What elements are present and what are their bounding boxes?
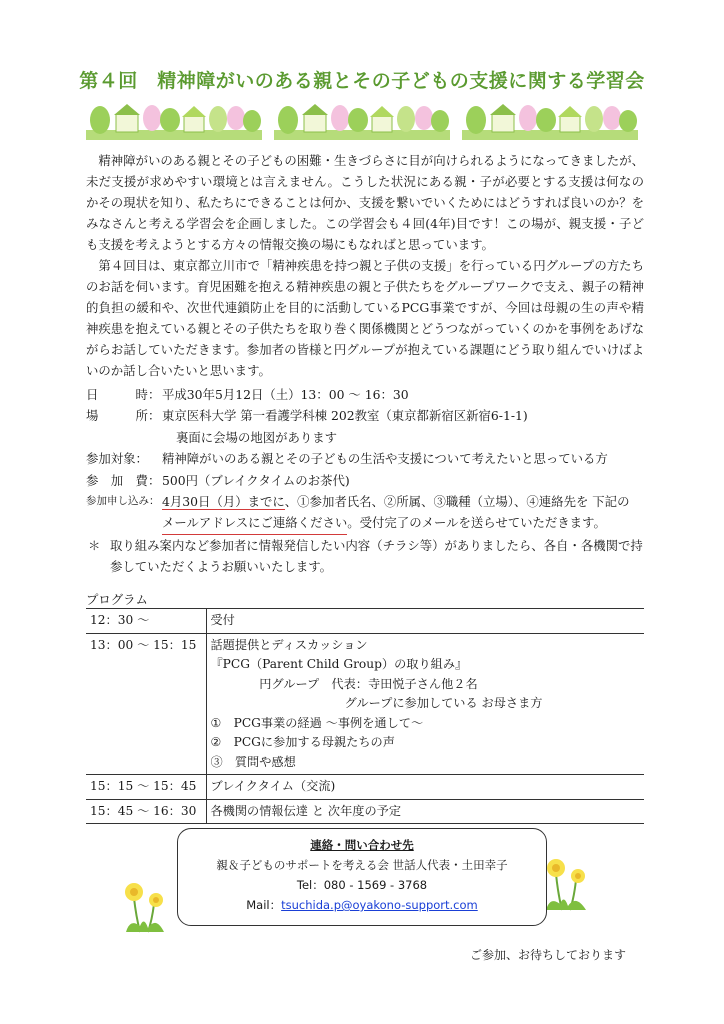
note-mark: ＊ [88, 537, 101, 553]
mail-label: Mail： [246, 898, 282, 912]
info-place [86, 405, 646, 426]
intro-paragraph-2: 第４回目は、東京都立川市で「精神疾患を持つ親と子供の支援」を行っている円グループの方たちのお話を伺います。育児困難を抱える精神疾患の親と子供たちをグループワークで支え、親子の精神的負担の緩和や、次世代連鎖防止を目的に活動しているPCG事業ですが、今回は母親の生の声や精神疾患を抱えている親とその子供たちを取り巻く関係機関とどうつながっていくのかを事例をあげながらお話していただきます。参加者の皆様と円グループが抱えている課題にどう取り組んでいけばよいのか話し合いたいと思います。 [86, 258, 644, 378]
intro-text [86, 150, 644, 381]
contact-title: 連絡・問い合わせ先 [310, 838, 414, 852]
apply-text: 、①参加者氏名、②所属、③職種（立場）、④連絡先を 下記の [284, 494, 630, 510]
place-note: 裏面に会場の地図があります [176, 429, 338, 445]
table-row [86, 633, 644, 775]
contact-tel: Tel：080 - 1569 - 3768 [296, 878, 428, 892]
info-note [86, 535, 646, 578]
fee-label: 参 加 費： [86, 472, 161, 488]
village-banner [86, 96, 262, 140]
target-value: 精神障がいのある親とその子どもの生活や支援について考えたいと思っている方 [162, 451, 608, 467]
info-target [86, 448, 646, 469]
program-heading: プログラム [86, 592, 148, 607]
contact-org: 親＆子どものサポートを考える会 世話人代表・土田幸子 [216, 858, 508, 872]
program-table [86, 608, 644, 824]
program-item: ブレイクタイム（交流) [206, 775, 644, 800]
info-fee [86, 470, 646, 491]
program-item: 各機関の情報伝達 と 次年度の予定 [206, 799, 644, 824]
dandelion-icon [118, 876, 174, 934]
program-time: 15：15 〜 15：45 [86, 775, 206, 800]
info-apply [86, 491, 646, 512]
table-row [86, 775, 644, 800]
program-time: 13：00 〜 15：15 [86, 633, 206, 775]
event-info [86, 384, 646, 578]
apply-label: 参加申し込み： [86, 495, 160, 508]
table-row [86, 609, 644, 634]
program-time: 12：30 〜 [86, 609, 206, 634]
date-label: 日 時： [86, 387, 161, 402]
intro-paragraph-1: 精神障がいのある親とその子どもの困難・生きづらさに目が向けられるようになってきましたが、未だ支援が求めやすい環境とは言えません。こうした状況にある親・子が必要とする支援は何なのかその現状を知り、私たちにできることは何か、支援を繋いでいくためにはどうすれば良いのか？をみなさんと考える学習会を企画しました。この学習会も４回(4年)目です！この場が、親支援・子ども支援を考えようとする方々の情報交換の場にもなればと思っています。 [86, 153, 644, 252]
village-banner [274, 96, 450, 140]
apply-email-note: メールアドレスにご連絡ください [162, 512, 347, 534]
note-text: 取り組み案内など参加者に情報発信したい内容（チラシ等）がありましたら、各自・各機関で持参していただくようお願いいたします。 [110, 537, 643, 575]
apply-deadline: 4月30日（月）までに [162, 494, 285, 510]
place-label: 場 所： [86, 408, 161, 424]
page-title: 第４回 精神障がいのある親とその子どもの支援に関する学習会 [79, 70, 645, 92]
date-value: 平成30年5月12日（土）13：00 〜 16：30 [162, 387, 409, 402]
contact-box [177, 828, 547, 926]
village-banner [462, 96, 638, 140]
info-apply-cont [86, 512, 646, 534]
program-time: 15：45 〜 16：30 [86, 799, 206, 824]
mail-link[interactable]: tsuchida.p@oyakono-support.com [281, 898, 478, 912]
target-label: 参加対象： [86, 451, 148, 467]
contact-mail-row [178, 895, 546, 915]
table-row [86, 799, 644, 824]
program-item: 受付 [206, 609, 644, 634]
info-date [86, 384, 646, 405]
program-item: 話題提供とディスカッション 『PCG（Parent Child Group）の取り組み』 円グループ 代表：寺田悦子さん他２名 グループに参加している お母さま方 ① PCG事業の経過 〜事例を通して〜 ② PCGに参加する母親たちの声 ③ 質問や感想 [206, 633, 644, 775]
apply-tail: 。受付完了のメールを送らせていただきます。 [347, 515, 606, 531]
place-value: 東京医科大学 第一看護学科棟 202教室（東京都新宿区新宿6-1-1) [162, 408, 528, 424]
fee-value: 500円（ブレイクタイムのお茶代) [162, 472, 350, 488]
closing-text: ご参加、お待ちしております [470, 948, 627, 962]
